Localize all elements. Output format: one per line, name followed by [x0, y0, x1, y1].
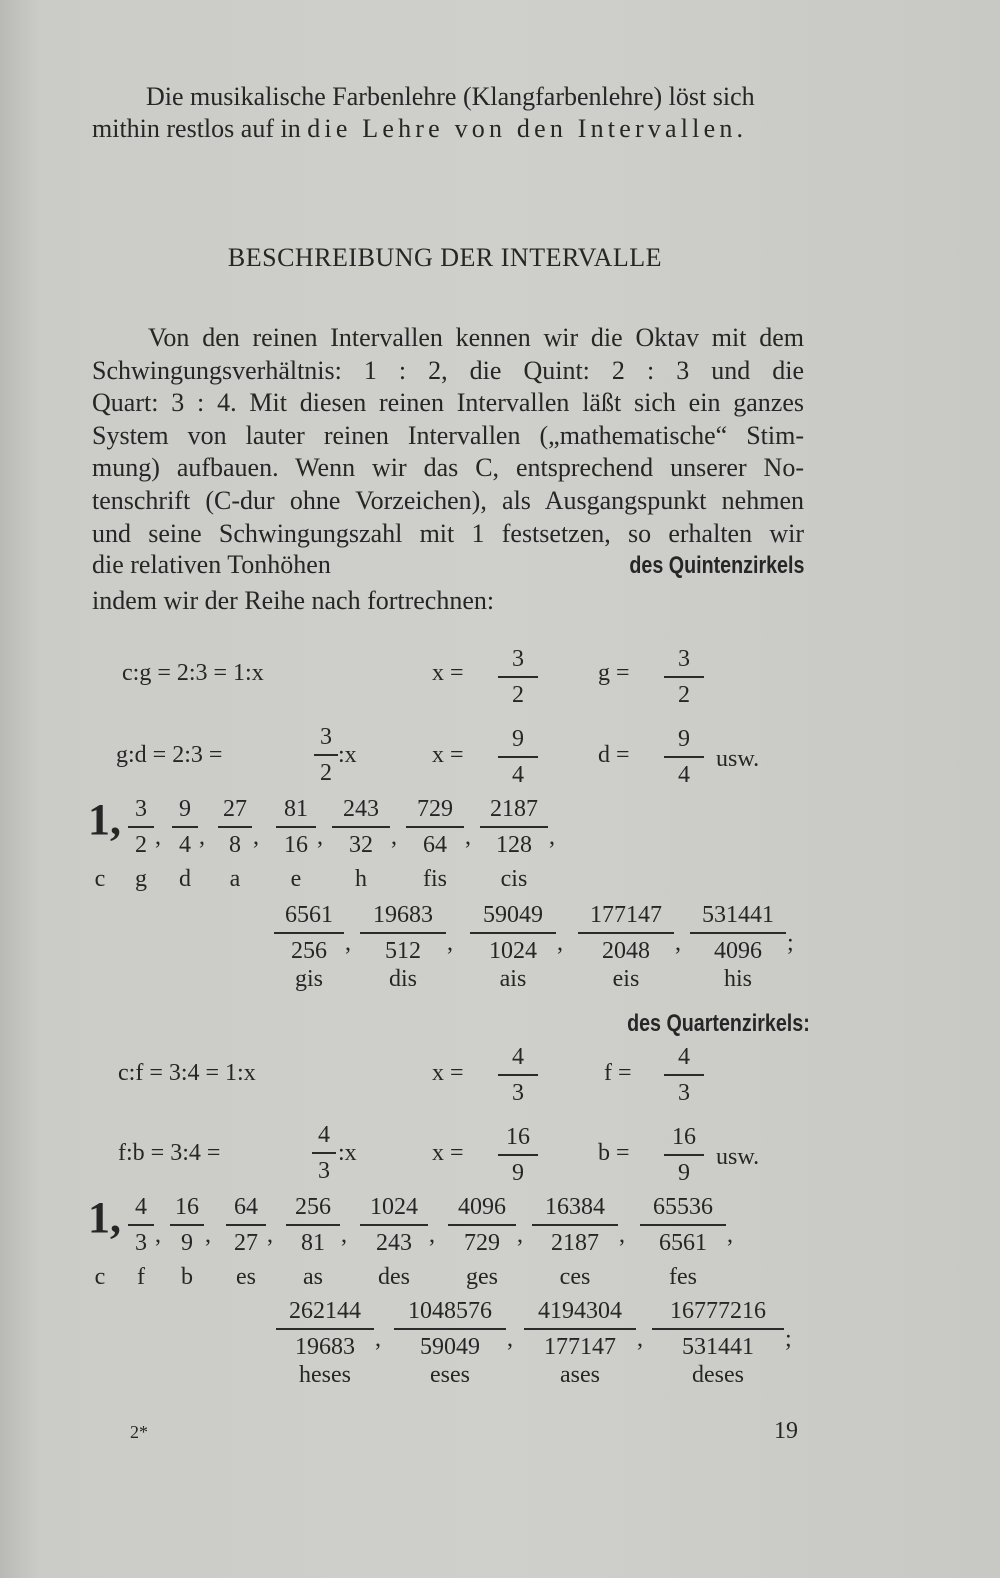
note-name-label: heses [299, 1362, 351, 1388]
series-fraction: 59049 1024 [470, 900, 556, 966]
series-separator: , [465, 824, 471, 850]
quintenzirkel-title-text: des Quintenzirkels [629, 552, 804, 579]
series-separator: , [391, 824, 397, 850]
quart-equation-2-left: f:b = 3:4 = [118, 1140, 221, 1166]
note-name-label: a [229, 866, 241, 892]
note-name-label: as [303, 1264, 323, 1290]
note-name-label: fis [423, 866, 447, 892]
quint-c-label: c [94, 866, 106, 892]
series-separator: , [429, 1222, 435, 1248]
quart-x2-lhs: x = [432, 1140, 464, 1166]
series-fraction: 531441 4096 [690, 900, 786, 966]
series-fraction: 1024 243 [360, 1192, 428, 1258]
series-separator: , [267, 1222, 273, 1248]
series-separator: , [619, 1222, 625, 1248]
quint-usw: usw. [716, 746, 760, 772]
series-fraction: 6561 256 [274, 900, 344, 966]
series-separator: , [155, 1222, 161, 1248]
note-name-label: g [135, 866, 147, 892]
quart-equation-1: c:f = 3:4 = 1:x [118, 1060, 256, 1086]
note-name-label: deses [692, 1362, 744, 1388]
series-fraction: 16777216 531441 [652, 1296, 784, 1362]
quartenzirkel-title-text: des Quartenzirkels: [627, 1010, 810, 1037]
series-separator: , [675, 930, 681, 956]
series-separator: , [205, 1222, 211, 1248]
quartenzirkel-title [587, 1008, 810, 1038]
series-fraction: 256 81 [286, 1192, 340, 1258]
quart-f-fraction: 4 3 [664, 1042, 704, 1108]
quart-x1-lhs: x = [432, 1060, 464, 1086]
series-fraction: 177147 2048 [578, 900, 674, 966]
intro-line-2 [92, 114, 743, 144]
note-name-label: ges [466, 1264, 498, 1290]
intro-line-2-spaced: die Lehre von den Intervallen [307, 114, 737, 143]
series-separator: , [317, 824, 323, 850]
series-separator: , [341, 1222, 347, 1248]
quart-f-lhs: f = [604, 1060, 632, 1086]
series-separator: , [253, 824, 259, 850]
paragraph-line: tenschrift (C-dur ohne Vorzeichen), als Ausgangspunkt nehmen [92, 485, 804, 515]
paragraph-line: mung) aufbauen. Wenn wir das C, entsprechend unserer No- [92, 453, 804, 483]
quint-d-lhs: d = [598, 742, 630, 768]
quint-equation-2-right: :x [338, 742, 357, 768]
page-number: 19 [774, 1418, 798, 1444]
quint-g-lhs: g = [598, 660, 630, 686]
series-fraction: 4194304 177147 [524, 1296, 636, 1362]
note-name-label: dis [388, 966, 417, 992]
quint-x1-lhs: x = [432, 660, 464, 686]
series-fraction: 65536 6561 [640, 1192, 726, 1258]
series-fraction: 4 3 [128, 1192, 154, 1258]
series-fraction: 243 32 [332, 794, 390, 860]
series-fraction: 3 2 [128, 794, 154, 860]
series-fraction: 1048576 59049 [394, 1296, 506, 1362]
quint-x2-lhs: x = [432, 742, 464, 768]
section-heading: BESCHREIBUNG DER INTERVALLE [227, 243, 663, 272]
paragraph-line: Quart: 3 : 4. Mit diesen reinen Intervallen läßt sich ein ganzes [92, 388, 804, 418]
quart-equation-2-fraction: 4 3 [312, 1120, 336, 1186]
note-name-label: es [236, 1264, 256, 1290]
quint-x2-fraction: 9 4 [498, 724, 538, 790]
quintenzirkel-title [591, 550, 804, 580]
signature-mark: 2* [130, 1422, 148, 1442]
paragraph-line: Von den reinen Intervallen kennen wir die Oktav mit dem [148, 323, 804, 352]
series-separator: ; [785, 1326, 792, 1352]
quart-x2-fraction: 16 9 [498, 1122, 538, 1188]
series-separator: , [447, 930, 453, 956]
paragraph-line: System von lauter reinen Intervallen („mathematische“ Stim- [92, 420, 804, 450]
series-separator: , [549, 824, 555, 850]
note-name-label: d [179, 866, 191, 892]
note-name-label: e [290, 866, 302, 892]
quart-series-one: 1, [88, 1193, 121, 1242]
note-name-label: b [181, 1264, 193, 1290]
note-name-label: des [378, 1264, 410, 1290]
quint-d-fraction: 9 4 [664, 724, 704, 790]
series-fraction: 16384 2187 [532, 1192, 618, 1258]
intro-line-2-end: . [736, 114, 744, 143]
quint-g-fraction: 3 2 [664, 644, 704, 710]
series-separator: ; [787, 930, 794, 956]
quint-equation-1: c:g = 2:3 = 1:x [122, 660, 264, 686]
quint-equation-2-left: g:d = 2:3 = [116, 742, 223, 768]
paragraph-line: und seine Schwingungszahl mit 1 festsetzen, so erhalten wir [92, 518, 804, 548]
note-name-label: ases [560, 1362, 600, 1388]
series-separator: , [517, 1222, 523, 1248]
series-fraction: 81 16 [276, 794, 316, 860]
quint-equation-2-fraction: 3 2 [314, 722, 338, 788]
intro-line-2-start: mithin restlos auf in [92, 114, 308, 143]
body-paragraph [92, 322, 804, 550]
quart-b-lhs: b = [598, 1140, 630, 1166]
quart-usw: usw. [716, 1144, 760, 1170]
note-name-label: gis [294, 966, 323, 992]
paragraph-line: Schwingungsverhältnis: 1 : 2, die Quint: 2 : 3 und die [92, 355, 804, 385]
note-name-label: h [355, 866, 367, 892]
series-separator: , [507, 1326, 513, 1352]
quart-b-fraction: 16 9 [664, 1122, 704, 1188]
series-fraction: 262144 19683 [276, 1296, 374, 1362]
series-fraction: 19683 512 [360, 900, 446, 966]
quint-series-one: 1, [88, 795, 121, 844]
series-fraction: 27 8 [218, 794, 252, 860]
note-name-label: ces [559, 1264, 591, 1290]
note-name-label: ais [499, 966, 527, 992]
series-fraction: 2187 128 [480, 794, 548, 860]
series-fraction: 64 27 [226, 1192, 266, 1258]
note-name-label: his [723, 966, 752, 992]
series-separator: , [557, 930, 563, 956]
note-name-label: eis [612, 966, 640, 992]
note-name-label: fes [669, 1264, 697, 1290]
paragraph-after: indem wir der Reihe nach fortrechnen: [92, 586, 495, 615]
series-separator: , [727, 1222, 733, 1248]
series-fraction: 729 64 [406, 794, 464, 860]
series-separator: , [155, 824, 161, 850]
quart-x1-fraction: 4 3 [498, 1042, 538, 1108]
series-fraction: 16 9 [170, 1192, 204, 1258]
note-name-label: f [137, 1264, 145, 1290]
series-fraction: 9 4 [172, 794, 198, 860]
series-separator: , [637, 1326, 643, 1352]
series-fraction: 4096 729 [448, 1192, 516, 1258]
series-separator: , [345, 930, 351, 956]
quint-x1-fraction: 3 2 [498, 644, 538, 710]
intro-line-1: Die musikalische Farbenlehre (Klangfarbenlehre) löst sich [146, 82, 755, 111]
paragraph-last-left: die relativen Tonhöhen [92, 550, 331, 579]
series-separator: , [375, 1326, 381, 1352]
series-separator: , [199, 824, 205, 850]
quart-c-label: c [94, 1264, 106, 1290]
note-name-label: eses [430, 1362, 470, 1388]
quart-equation-2-right: :x [338, 1140, 357, 1166]
note-name-label: cis [500, 866, 528, 892]
